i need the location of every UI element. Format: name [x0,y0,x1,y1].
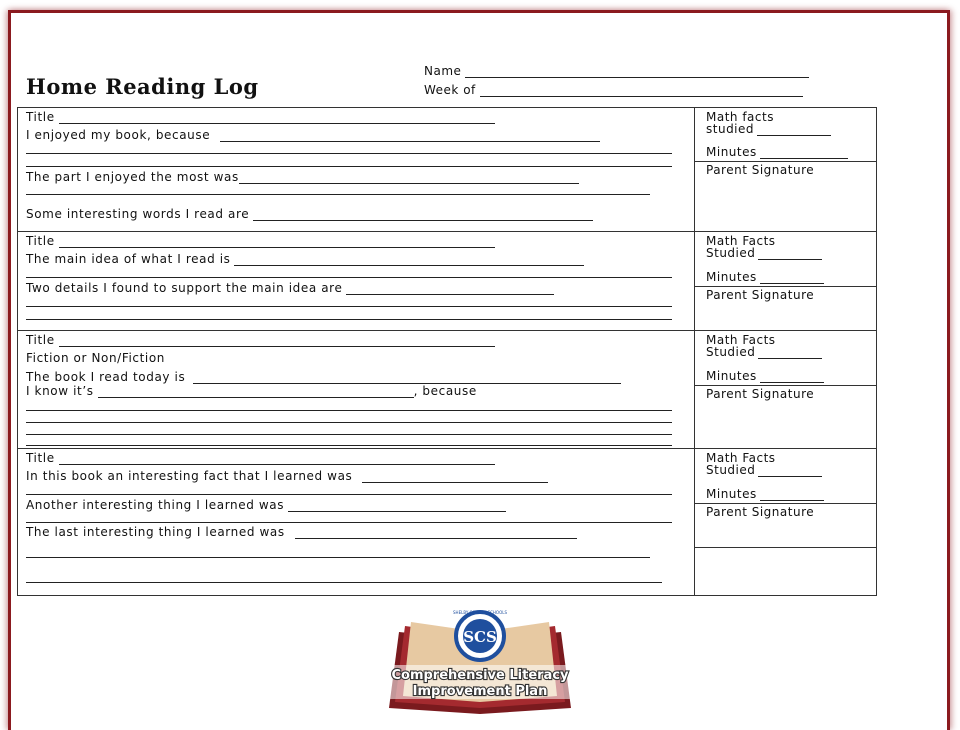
answer-rule[interactable] [26,410,672,411]
side-panel [695,232,876,331]
title-field[interactable] [26,110,495,124]
answer-blank[interactable] [193,372,621,384]
answer-blank[interactable] [288,500,506,512]
page-title: Home Reading Log [26,74,259,99]
logo-line-2: Improvement Plan [412,684,548,699]
answer-rule[interactable] [26,582,662,583]
math-studied-field[interactable] [706,246,822,260]
side-divider [695,547,876,548]
parent-signature-label: Parent Signature [706,288,815,302]
log-section-2 [18,232,876,331]
minutes-blank[interactable] [760,272,824,284]
math-studied-field[interactable] [706,463,822,477]
prompt-line[interactable] [26,128,600,142]
prompt-text: The part I enjoyed the most was [26,170,239,184]
answer-rule[interactable] [26,319,672,320]
seal-ring-text: SHELBY COUNTY SCHOOLS [453,610,507,615]
prompt-line[interactable] [26,252,584,266]
side-divider [695,385,876,386]
studied-blank[interactable] [757,124,831,136]
title-blank[interactable] [59,236,495,248]
prompt-line[interactable] [26,170,579,184]
math-studied-field[interactable] [706,122,831,136]
week-label: Week of [424,83,476,97]
prompt-text: , because [413,384,477,398]
prompt-line[interactable] [26,498,506,512]
studied-label: studied [706,122,755,136]
answer-blank[interactable] [98,386,414,398]
title-blank[interactable] [59,453,495,465]
prompt-text: Another interesting thing I learned was [26,498,285,512]
answer-rule[interactable] [26,422,672,423]
prompt-text: I enjoyed my book, because [26,128,211,142]
minutes-blank[interactable] [760,147,848,159]
title-label: Title [26,234,55,248]
math-facts-label: Math facts [706,110,774,124]
prompt-line [26,351,165,365]
math-facts-label: Math Facts [706,451,776,465]
title-field[interactable] [26,451,495,465]
studied-label: Studied [706,246,756,260]
math-studied-field[interactable] [706,345,822,359]
title-field[interactable] [26,234,495,248]
answer-rule[interactable] [26,557,650,558]
prompt-line[interactable] [26,281,554,295]
minutes-blank[interactable] [760,371,824,383]
prompt-line[interactable] [26,384,477,398]
parent-signature-label: Parent Signature [706,387,815,401]
prompt-line[interactable] [26,469,548,483]
prompt-text: In this book an interesting fact that I learned was [26,469,353,483]
answer-rule[interactable] [26,522,672,523]
answer-rule[interactable] [26,194,650,195]
title-blank[interactable] [59,335,495,347]
prompt-text: Fiction or Non/Fiction [26,351,165,365]
answer-blank[interactable] [253,209,593,221]
answer-rule[interactable] [26,153,672,154]
clip-logo [385,610,575,715]
minutes-field[interactable] [706,270,824,284]
week-field[interactable] [424,83,803,97]
side-divider [695,286,876,287]
name-field[interactable] [424,64,809,78]
title-field[interactable] [26,333,495,347]
studied-label: Studied [706,345,756,359]
prompt-text: Two details I found to support the main idea are [26,281,343,295]
answer-blank[interactable] [346,283,554,295]
studied-label: Studied [706,463,756,477]
logo-line-1: Comprehensive Literacy [391,668,569,683]
title-label: Title [26,333,55,347]
prompt-line[interactable] [26,525,577,539]
side-panel [695,331,876,449]
math-facts-label: Math Facts [706,234,776,248]
side-divider [695,503,876,504]
log-section-1 [18,108,876,232]
week-blank[interactable] [480,84,803,97]
parent-signature-label: Parent Signature [706,505,815,519]
answer-rule[interactable] [26,166,672,167]
minutes-blank[interactable] [760,489,824,501]
log-section-3 [18,331,876,449]
prompt-text: The last interesting thing I learned was [26,525,285,539]
prompt-text: Some interesting words I read are [26,207,250,221]
parent-signature-label: Parent Signature [706,163,815,177]
name-blank[interactable] [465,65,809,78]
side-panel [695,449,876,595]
studied-blank[interactable] [758,347,822,359]
studied-blank[interactable] [758,248,822,260]
seal-emblem-text: SCS [463,628,497,646]
answer-rule[interactable] [26,445,672,446]
prompt-line[interactable] [26,207,593,221]
minutes-label: Minutes [706,145,757,159]
minutes-field[interactable] [706,145,848,159]
prompt-text: The book I read today is [26,370,186,384]
prompt-text: I know it’s [26,384,94,398]
title-label: Title [26,110,55,124]
minutes-field[interactable] [706,487,824,501]
math-facts-label: Math Facts [706,333,776,347]
side-panel [695,108,876,232]
title-blank[interactable] [59,112,495,124]
answer-rule[interactable] [26,494,672,495]
reading-log-table [17,107,877,596]
answer-blank[interactable] [362,471,548,483]
answer-rule[interactable] [26,277,672,278]
answer-blank[interactable] [220,130,600,142]
answer-rule[interactable] [26,434,672,435]
minutes-field[interactable] [706,369,824,383]
name-label: Name [424,64,462,78]
answer-blank[interactable] [239,172,579,184]
answer-blank[interactable] [295,527,577,539]
answer-blank[interactable] [234,254,584,266]
title-label: Title [26,451,55,465]
side-divider [695,161,876,162]
minutes-label: Minutes [706,369,757,383]
prompt-line[interactable] [26,370,621,384]
minutes-label: Minutes [706,270,757,284]
studied-blank[interactable] [758,465,822,477]
minutes-label: Minutes [706,487,757,501]
prompt-text: The main idea of what I read is [26,252,231,266]
log-section-4 [18,449,876,595]
answer-rule[interactable] [26,306,672,307]
